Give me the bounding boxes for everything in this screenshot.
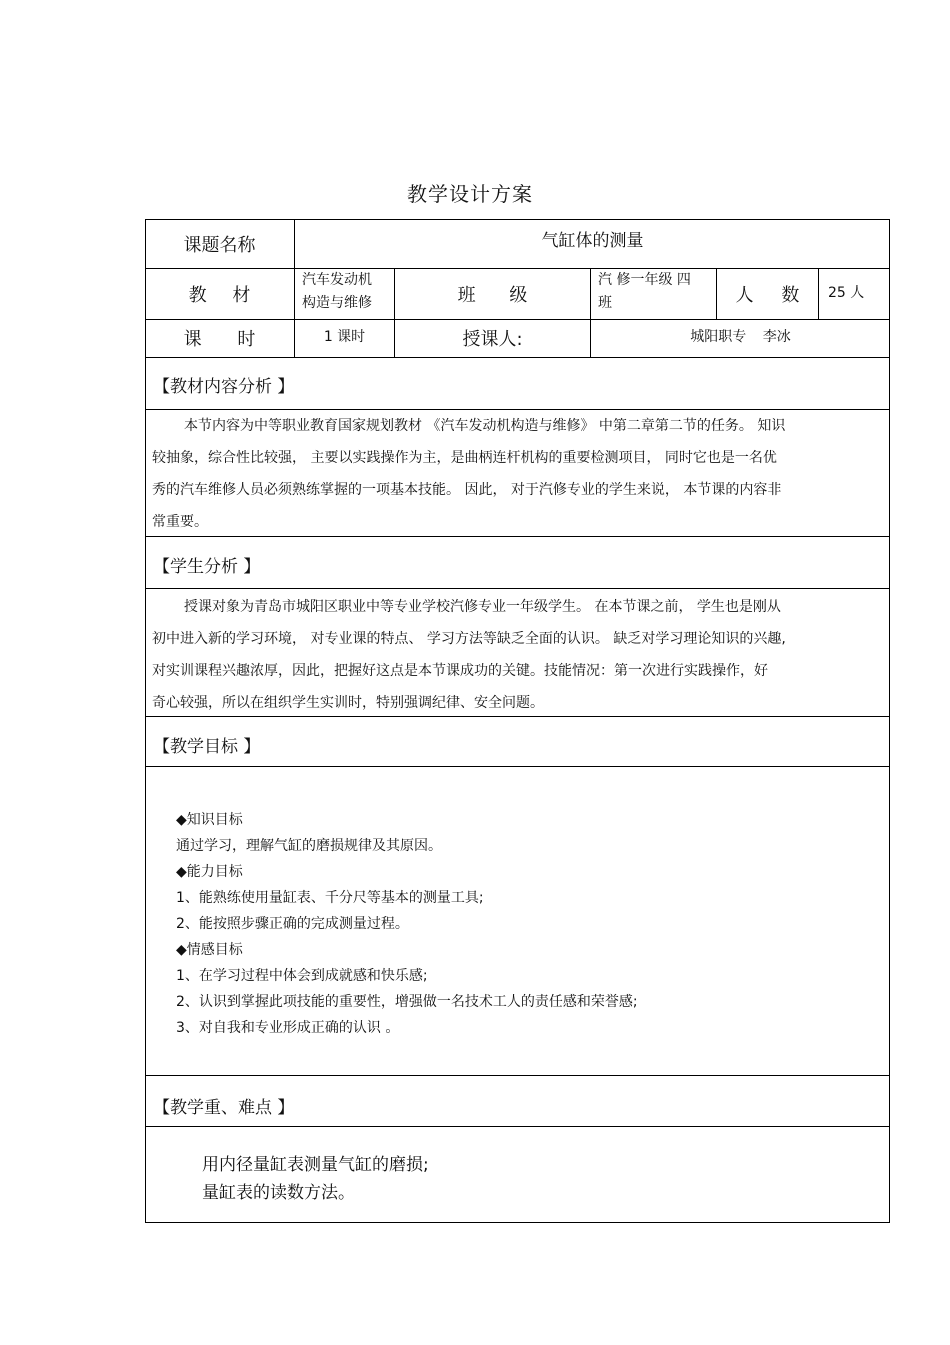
- goal-line: 2、认识到掌握此项技能的重要性，增强做一名技术工人的责任感和荣誉感;: [176, 994, 638, 1010]
- key-point-line: 量缸表的读数方法。: [202, 1183, 355, 1203]
- teacher-value: 城阳职专 李冰: [690, 329, 791, 345]
- textbook-value-line: 汽车发动机: [302, 272, 372, 288]
- document-title: 教学设计方案: [407, 182, 533, 206]
- class-value-line: 班: [598, 295, 612, 311]
- class-value: [598, 269, 714, 315]
- goal-line: ◆能力目标: [176, 864, 243, 880]
- paragraph-line: 本节内容为中等职业教育国家规划教材 《汽车发动机构造与维修》 中第二章第二节的任务。 知识: [184, 418, 786, 434]
- paragraph-line: 对实训课程兴趣浓厚，因此，把握好这点是本节课成功的关键。技能情况：第一次进行实践操作，好: [152, 663, 768, 679]
- student-analysis-text: [152, 591, 882, 719]
- count-value: 25 人: [828, 285, 865, 301]
- topic-value: 气缸体的测量: [541, 230, 644, 251]
- textbook-value-line: 构造与维修: [302, 295, 372, 311]
- hours-value: 1 课时: [323, 329, 366, 345]
- key-point-line: 用内径量缸表测量气缸的磨损;: [202, 1155, 429, 1175]
- hours-label: 课 时: [183, 329, 256, 350]
- textbook-label: 教 材: [188, 284, 251, 306]
- student-analysis-heading: 【学生分析 】: [153, 557, 261, 577]
- material-analysis-text: [152, 410, 882, 538]
- goal-line: 3、对自我和专业形成正确的认识 。: [176, 1020, 400, 1036]
- teaching-goals-heading: 【教学目标 】: [153, 737, 261, 757]
- goal-line: 1、能熟练使用量缸表、千分尺等基本的测量工具;: [176, 890, 484, 906]
- goal-line: 1、在学习过程中体会到成就感和快乐感;: [176, 968, 428, 984]
- paragraph-line: 秀的汽车维修人员必须熟练掌握的一项基本技能。 因此， 对于汽修专业的学生来说， 本节课的内容非: [152, 482, 782, 498]
- material-analysis-heading: 【教材内容分析 】: [153, 377, 295, 397]
- row-divider: [145, 766, 890, 767]
- goal-line: ◆情感目标: [176, 942, 243, 958]
- class-value-line: 汽 修一年级 四: [598, 272, 691, 288]
- row-divider: [145, 357, 890, 358]
- row-divider: [145, 588, 890, 589]
- paragraph-line: 授课对象为青岛市城阳区职业中等专业学校汽修专业一年级学生。 在本节课之前， 学生也是刚从: [184, 599, 781, 615]
- teaching-goals-list: [176, 807, 638, 1041]
- goal-line: ◆知识目标: [176, 812, 243, 828]
- row-divider: [145, 1126, 890, 1127]
- goal-line: 通过学习，理解气缸的磨损规律及其原因。: [176, 838, 442, 854]
- goal-line: 2、能按照步骤正确的完成测量过程。: [176, 916, 409, 932]
- teacher-label: 授课人:: [462, 329, 523, 350]
- key-points-heading: 【教学重、难点 】: [153, 1098, 295, 1118]
- paragraph-line: 较抽象，综合性比较强， 主要以实践操作为主，是曲柄连杆机构的重要检测项目， 同时它也是一名优: [152, 450, 777, 466]
- paragraph-line: 常重要。: [152, 514, 208, 530]
- textbook-value: [302, 269, 392, 315]
- row-divider: [145, 1075, 890, 1076]
- paragraph-line: 奇心较强，所以在组织学生实训时，特别强调纪律、安全问题。: [152, 695, 544, 711]
- topic-label: 课题名称: [183, 234, 256, 256]
- class-label: 班 级: [457, 284, 528, 306]
- paragraph-line: 初中进入新的学习环境， 对专业课的特点、 学习方法等缺乏全面的认识。 缺乏对学习理论知识的兴趣,: [152, 631, 786, 647]
- key-points-list: [202, 1151, 429, 1207]
- count-label: 人 数: [735, 284, 800, 306]
- lesson-plan-table: [145, 219, 890, 1223]
- column-divider: [818, 268, 819, 319]
